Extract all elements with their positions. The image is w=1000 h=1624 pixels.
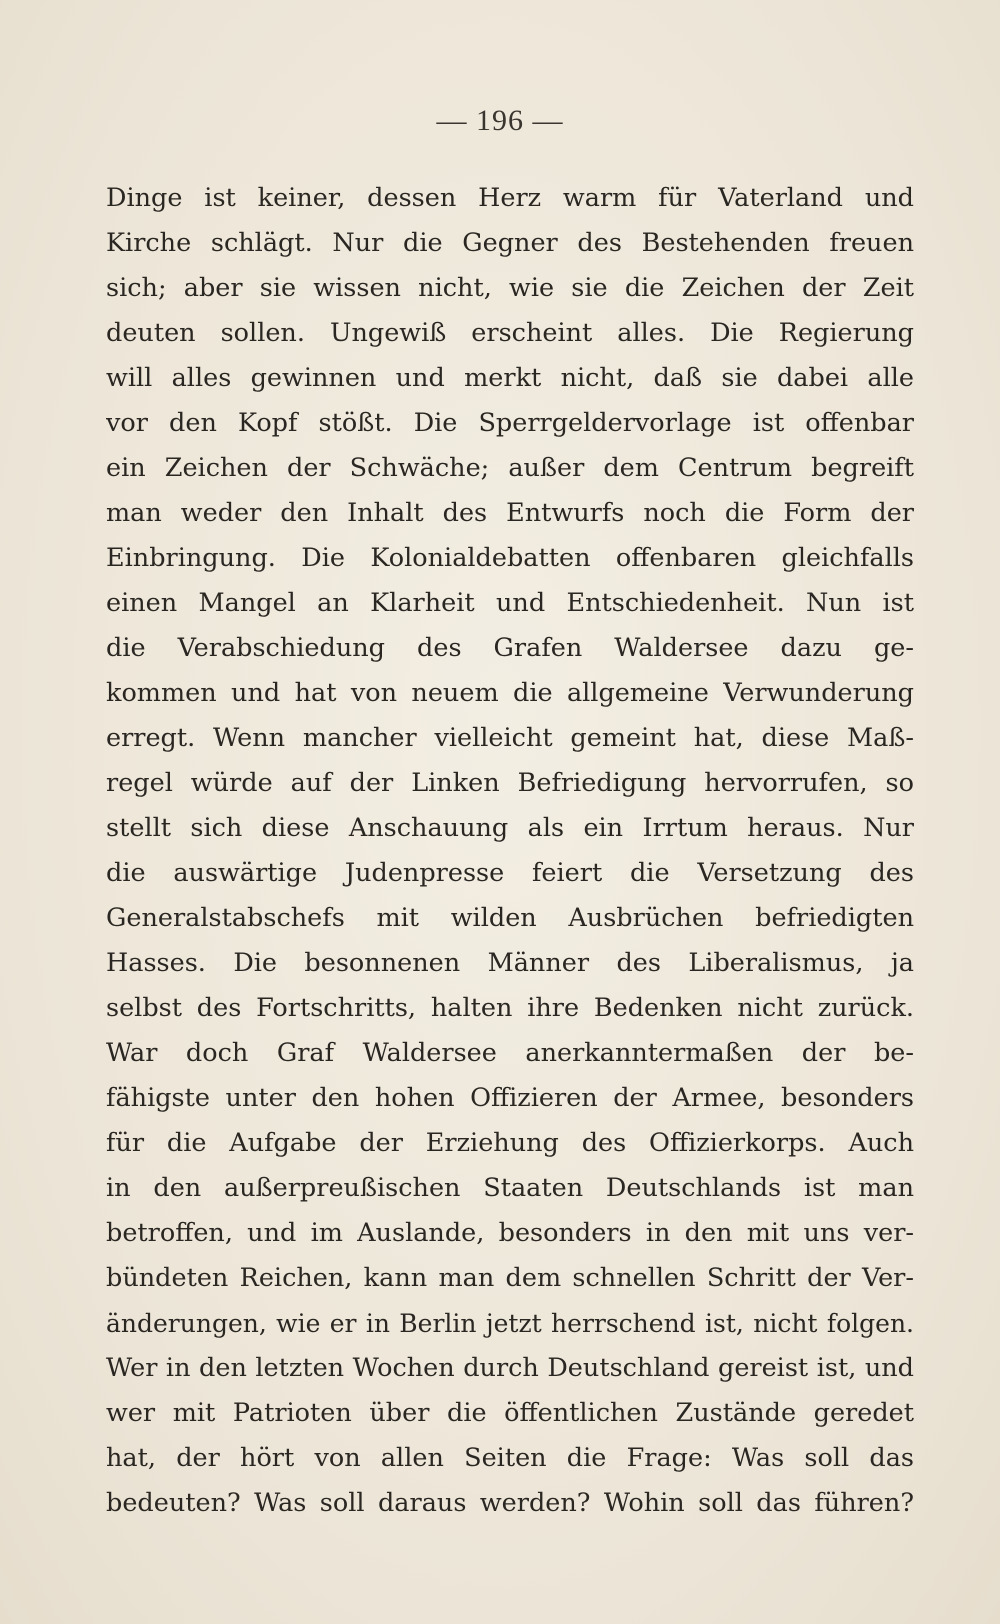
text-line: vor den Kopf stößt. Die Sperrgeldervorlage ist offenbar — [106, 408, 914, 438]
text-line: Dinge ist keiner, dessen Herz warm für Vaterland und — [106, 183, 914, 213]
text-line: betroffen, und im Auslande, besonders in den mit uns ver- — [106, 1218, 914, 1248]
page-number: — 196 — — [436, 104, 564, 137]
text-line: die auswärtige Judenpresse feiert die Versetzung des — [106, 858, 914, 888]
text-line: einen Mangel an Klarheit und Entschiedenheit. Nun ist — [106, 588, 914, 618]
text-line: fähigste unter den hohen Offizieren der Armee, besonders — [106, 1083, 914, 1113]
text-line: regel würde auf der Linken Befriedigung hervorrufen, so — [106, 768, 914, 798]
text-line: bedeuten? Was soll daraus werden? Wohin soll das führen? — [106, 1488, 914, 1518]
text-line: ein Zeichen der Schwäche; außer dem Centrum begreift — [106, 453, 914, 483]
text-line: bündeten Reichen, kann man dem schnellen Schritt der Ver- — [106, 1263, 914, 1293]
text-line: für die Aufgabe der Erziehung des Offizierkorps. Auch — [106, 1128, 914, 1158]
text-line: in den außerpreußischen Staaten Deutschlands ist man — [106, 1173, 914, 1203]
text-line: änderungen, wie er in Berlin jetzt herrschend ist, nicht folgen. — [106, 1309, 914, 1338]
text-line: selbst des Fortschritts, halten ihre Bedenken nicht zurück. — [106, 993, 914, 1023]
text-line: Generalstabschefs mit wilden Ausbrüchen befriedigten — [106, 903, 914, 933]
body-text — [106, 176, 914, 1526]
text-line: kommen und hat von neuem die allgemeine Verwunderung — [106, 678, 914, 708]
text-line: die Verabschiedung des Grafen Waldersee dazu ge- — [106, 633, 914, 663]
text-line: deuten sollen. Ungewiß erscheint alles. Die Regierung — [106, 318, 914, 348]
text-line: Kirche schlägt. Nur die Gegner des Bestehenden freuen — [106, 228, 914, 258]
text-line: will alles gewinnen und merkt nicht, daß sie dabei alle — [106, 363, 914, 393]
text-line: Einbringung. Die Kolonialdebatten offenbaren gleichfalls — [106, 543, 914, 573]
text-line: erregt. Wenn mancher vielleicht gemeint hat, diese Maß- — [106, 723, 914, 753]
text-line: Wer in den letzten Wochen durch Deutschland gereist ist, und — [106, 1353, 914, 1383]
text-line: War doch Graf Waldersee anerkanntermaßen der be- — [106, 1038, 914, 1068]
text-line: man weder den Inhalt des Entwurfs noch die Form der — [106, 498, 914, 528]
text-line: sich; aber sie wissen nicht, wie sie die Zeichen der Zeit — [106, 273, 914, 303]
text-line: stellt sich diese Anschauung als ein Irrtum heraus. Nur — [106, 813, 914, 843]
text-line: Hasses. Die besonnenen Männer des Liberalismus, ja — [106, 948, 914, 978]
text-line: wer mit Patrioten über die öffentlichen Zustände geredet — [106, 1398, 914, 1428]
text-line: hat, der hört von allen Seiten die Frage: Was soll das — [106, 1443, 914, 1473]
